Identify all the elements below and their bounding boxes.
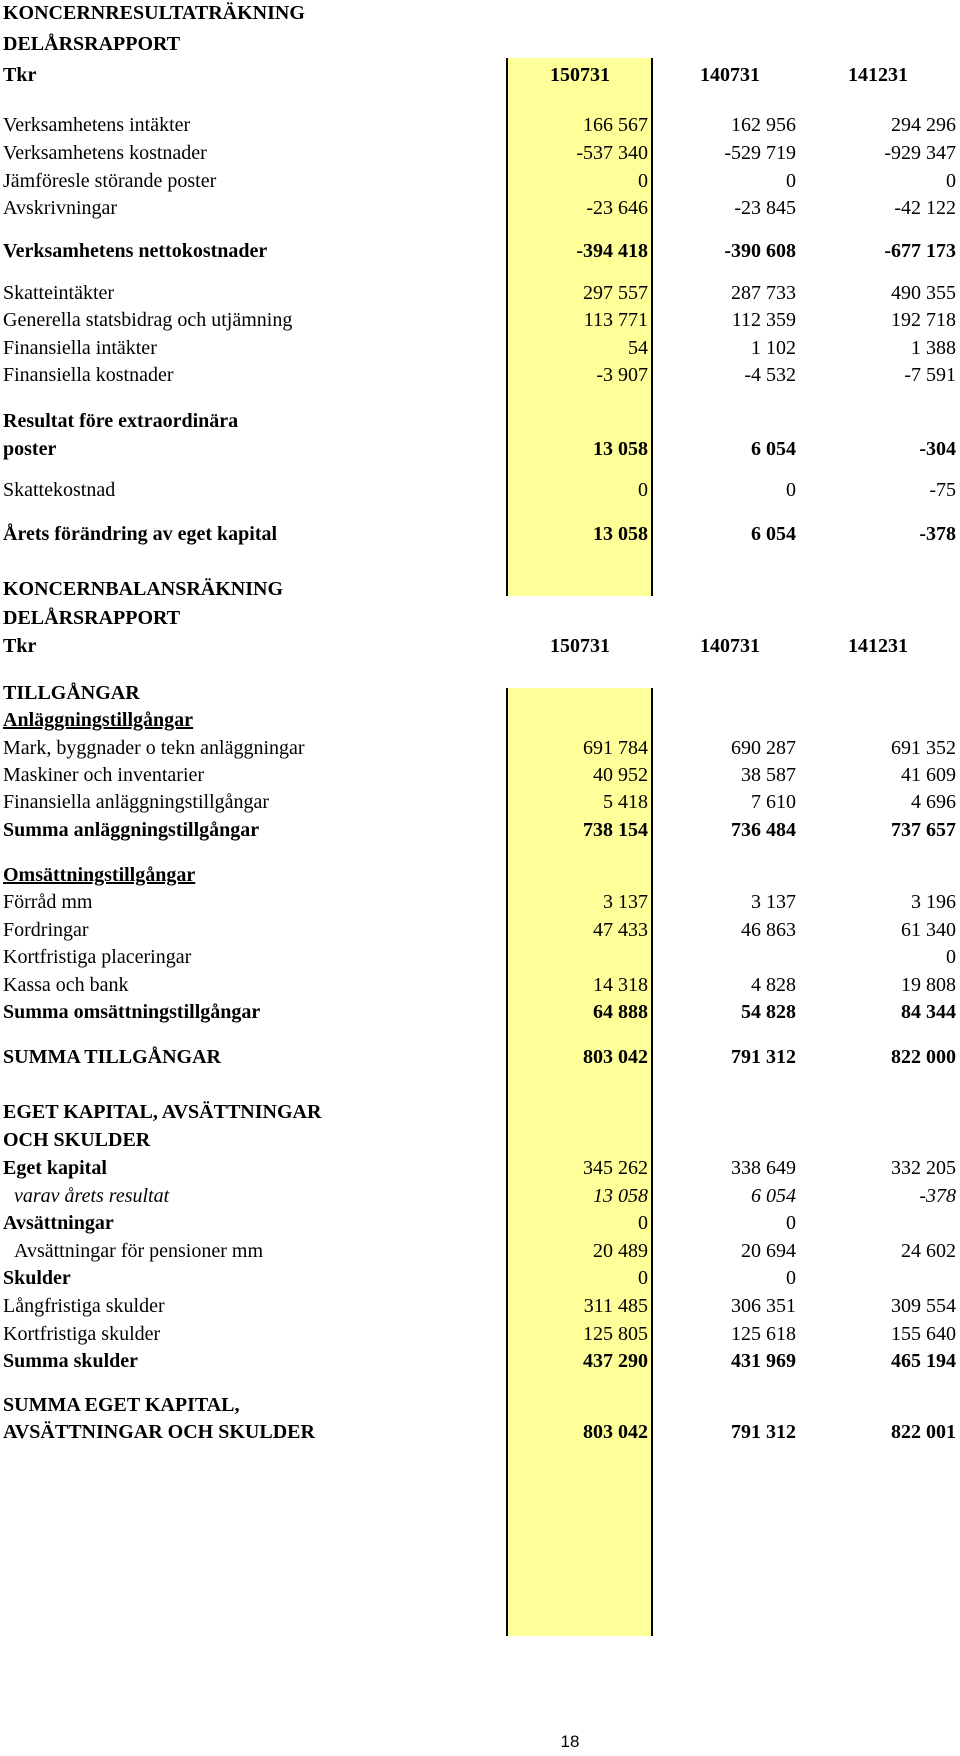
- value-col3: -677 173: [884, 240, 956, 262]
- table-row: [0, 817, 960, 843]
- value-col3: 737 657: [891, 819, 956, 841]
- table-row: [0, 521, 960, 547]
- value-col2: 20 694: [741, 1240, 796, 1262]
- table-row: [0, 238, 960, 264]
- value-col2: 6 054: [751, 438, 796, 460]
- row-label: EGET KAPITAL, AVSÄTTNINGAR: [3, 1101, 322, 1123]
- value-col1: 803 042: [583, 1421, 648, 1443]
- value-col2: 4 828: [751, 974, 796, 996]
- page-number: 18: [560, 1732, 580, 1751]
- row-label: Generella statsbidrag och utjämning: [3, 309, 293, 331]
- value-col3: 192 718: [891, 309, 956, 331]
- income-period-2: 140731: [700, 64, 760, 86]
- table-row: [0, 112, 960, 138]
- income-header-row: [0, 62, 960, 88]
- value-col3: -304: [919, 438, 956, 460]
- row-label: Förråd mm: [3, 891, 93, 913]
- value-col1: 345 262: [583, 1157, 648, 1179]
- value-col1: -394 418: [576, 240, 648, 262]
- row-label: Verksamhetens intäkter: [3, 114, 191, 136]
- table-row: [0, 1238, 960, 1264]
- value-col3: -929 347: [884, 142, 956, 164]
- value-col3: 294 296: [891, 114, 956, 136]
- value-col1: 0: [638, 1267, 648, 1289]
- row-label: Omsättningstillgångar: [3, 864, 196, 886]
- value-col1: 40 952: [593, 764, 648, 786]
- section-heading: [0, 862, 960, 888]
- row-label: Finansiella anläggningstillgångar: [3, 791, 270, 813]
- value-col1: 166 567: [583, 114, 648, 136]
- table-row: [0, 1419, 960, 1445]
- balance-title-2: DELÅRSRAPPORT: [3, 607, 181, 629]
- value-col1: -3 907: [596, 364, 648, 386]
- income-title-2: DELÅRSRAPPORT: [3, 33, 181, 55]
- value-col3: -378: [919, 1185, 956, 1207]
- row-label: OCH SKULDER: [3, 1129, 151, 1151]
- table-row: [0, 195, 960, 221]
- value-col2: 6 054: [751, 1185, 796, 1207]
- row-label: Finansiella kostnader: [3, 364, 174, 386]
- table-row: [0, 1183, 960, 1209]
- value-col1: -537 340: [576, 142, 648, 164]
- value-col3: 465 194: [891, 1350, 956, 1372]
- value-col3: 691 352: [891, 737, 956, 759]
- value-col1: 691 784: [583, 737, 648, 759]
- row-label: SUMMA TILLGÅNGAR: [3, 1046, 221, 1068]
- value-col3: -42 122: [894, 197, 956, 219]
- table-row: [0, 362, 960, 388]
- table-row: [0, 408, 960, 434]
- row-label: Årets förändring av eget kapital: [3, 523, 278, 545]
- table-row: [0, 1348, 960, 1374]
- balance-header-row: [0, 633, 960, 659]
- value-col2: 287 733: [731, 282, 796, 304]
- value-col1: 47 433: [593, 919, 648, 941]
- income-unit: Tkr: [3, 64, 37, 86]
- row-label: Finansiella intäkter: [3, 337, 157, 359]
- row-label: Summa skulder: [3, 1350, 139, 1372]
- table-row: [0, 1155, 960, 1181]
- row-label: Verksamhetens kostnader: [3, 142, 207, 164]
- value-col1: 297 557: [583, 282, 648, 304]
- section-heading: [0, 1099, 960, 1125]
- row-label: AVSÄTTNINGAR OCH SKULDER: [3, 1421, 315, 1443]
- value-col1: 64 888: [593, 1001, 648, 1023]
- value-col3: 61 340: [901, 919, 956, 941]
- value-col1: 803 042: [583, 1046, 648, 1068]
- table-row: [0, 944, 960, 970]
- balance-subtitle: [0, 605, 960, 631]
- value-col1: 311 485: [583, 1295, 648, 1317]
- value-col2: -529 719: [724, 142, 796, 164]
- value-col3: 0: [946, 946, 956, 968]
- row-label: poster: [3, 438, 57, 460]
- income-title: [0, 0, 960, 26]
- section-heading: [0, 707, 960, 733]
- value-col1: -23 646: [586, 197, 648, 219]
- row-label: Fordringar: [3, 919, 89, 941]
- table-row: [0, 1044, 960, 1070]
- value-col3: -378: [919, 523, 956, 545]
- value-col2: 0: [786, 1212, 796, 1234]
- value-col3: -75: [929, 479, 956, 501]
- row-label: Kassa och bank: [3, 974, 129, 996]
- income-subtitle: [0, 31, 960, 57]
- table-row: [0, 335, 960, 361]
- value-col3: 19 808: [901, 974, 956, 996]
- balance-title: [0, 576, 960, 602]
- value-col2: 791 312: [731, 1046, 796, 1068]
- row-label: Resultat före extraordinära: [3, 410, 239, 432]
- table-row: [0, 436, 960, 462]
- row-label: TILLGÅNGAR: [3, 682, 140, 704]
- table-row: [0, 999, 960, 1025]
- value-col2: 3 137: [751, 891, 796, 913]
- value-col2: 46 863: [741, 919, 796, 941]
- value-col1: 13 058: [593, 438, 648, 460]
- value-col2: 7 610: [751, 791, 796, 813]
- table-row: [0, 280, 960, 306]
- value-col3: 0: [946, 170, 956, 192]
- row-label: Summa anläggningstillgångar: [3, 819, 260, 841]
- value-col1: 14 318: [593, 974, 648, 996]
- table-row: [0, 140, 960, 166]
- value-col1: 125 805: [583, 1323, 648, 1345]
- value-col3: 155 640: [891, 1323, 956, 1345]
- value-col2: 112 359: [731, 309, 796, 331]
- value-col3: 822 000: [891, 1046, 956, 1068]
- row-label: Maskiner och inventarier: [3, 764, 205, 786]
- table-row: [0, 307, 960, 333]
- row-label: Kortfristiga skulder: [3, 1323, 161, 1345]
- table-row: [0, 168, 960, 194]
- row-label: Långfristiga skulder: [3, 1295, 165, 1317]
- value-col1: 20 489: [593, 1240, 648, 1262]
- section-heading: [0, 1392, 960, 1418]
- table-row: [0, 1293, 960, 1319]
- value-col2: -23 845: [734, 197, 796, 219]
- row-label: Verksamhetens nettokostnader: [3, 240, 268, 262]
- table-row: [0, 972, 960, 998]
- table-row: [0, 1321, 960, 1347]
- balance-period-1: 150731: [550, 635, 610, 657]
- row-label: Kortfristiga placeringar: [3, 946, 192, 968]
- value-col2: -4 532: [744, 364, 796, 386]
- table-row: [0, 477, 960, 503]
- value-col2: 338 649: [731, 1157, 796, 1179]
- value-col1: 54: [628, 337, 648, 359]
- value-col3: 1 388: [911, 337, 956, 359]
- value-col3: -7 591: [904, 364, 956, 386]
- value-col2: 6 054: [751, 523, 796, 545]
- balance-period-3: 141231: [848, 635, 908, 657]
- income-period-1: 150731: [550, 64, 610, 86]
- value-col2: 791 312: [731, 1421, 796, 1443]
- value-col2: -390 608: [724, 240, 796, 262]
- row-label: SUMMA EGET KAPITAL,: [3, 1394, 240, 1416]
- value-col3: 490 355: [891, 282, 956, 304]
- value-col2: 0: [786, 1267, 796, 1289]
- balance-period-2: 140731: [700, 635, 760, 657]
- value-col1: 0: [638, 1212, 648, 1234]
- value-col2: 54 828: [741, 1001, 796, 1023]
- row-label: Skattekostnad: [3, 479, 116, 501]
- table-row: [0, 789, 960, 815]
- row-label: varav årets resultat: [14, 1185, 170, 1207]
- table-row: [0, 889, 960, 915]
- value-col1: 437 290: [583, 1350, 648, 1372]
- value-col3: 332 205: [891, 1157, 956, 1179]
- value-col3: 84 344: [901, 1001, 956, 1023]
- value-col2: 690 287: [731, 737, 796, 759]
- value-col3: 24 602: [901, 1240, 956, 1262]
- row-label: Avsättningar för pensioner mm: [14, 1240, 264, 1262]
- row-label: Skulder: [3, 1267, 71, 1289]
- value-col2: 0: [786, 479, 796, 501]
- row-label: Jämföresle störande poster: [3, 170, 217, 192]
- row-label: Summa omsättningstillgångar: [3, 1001, 261, 1023]
- table-row: [0, 735, 960, 761]
- value-col2: 0: [786, 170, 796, 192]
- section-heading: [0, 1127, 960, 1153]
- section-heading: [0, 680, 960, 706]
- table-row: [0, 917, 960, 943]
- value-col1: 5 418: [603, 791, 648, 813]
- value-col3: 309 554: [891, 1295, 956, 1317]
- income-title-1: KONCERNRESULTATRÄKNING: [3, 2, 305, 24]
- value-col3: 822 001: [891, 1421, 956, 1443]
- row-label: Avskrivningar: [3, 197, 118, 219]
- value-col2: 1 102: [751, 337, 796, 359]
- value-col1: 738 154: [583, 819, 648, 841]
- table-row: [0, 762, 960, 788]
- value-col2: 306 351: [731, 1295, 796, 1317]
- table-row: [0, 1210, 960, 1236]
- value-col2: 125 618: [731, 1323, 796, 1345]
- row-label: Skatteintäkter: [3, 282, 115, 304]
- value-col2: 162 956: [731, 114, 796, 136]
- row-label: Mark, byggnader o tekn anläggningar: [3, 737, 305, 759]
- value-col3: 3 196: [911, 891, 956, 913]
- value-col3: 41 609: [901, 764, 956, 786]
- value-col2: 431 969: [731, 1350, 796, 1372]
- row-label: Avsättningar: [3, 1212, 114, 1234]
- value-col1: 13 058: [593, 1185, 648, 1207]
- income-period-3: 141231: [848, 64, 908, 86]
- value-col2: 38 587: [741, 764, 796, 786]
- balance-title-1: KONCERNBALANSRÄKNING: [3, 578, 284, 600]
- balance-unit: Tkr: [3, 635, 37, 657]
- value-col1: 113 771: [583, 309, 648, 331]
- value-col3: 4 696: [911, 791, 956, 813]
- value-col1: 0: [638, 479, 648, 501]
- table-row: [0, 1265, 960, 1291]
- row-label: Anläggningstillgångar: [3, 709, 194, 731]
- value-col1: 0: [638, 170, 648, 192]
- value-col1: 3 137: [603, 891, 648, 913]
- value-col2: 736 484: [731, 819, 796, 841]
- value-col1: 13 058: [593, 523, 648, 545]
- row-label: Eget kapital: [3, 1157, 107, 1179]
